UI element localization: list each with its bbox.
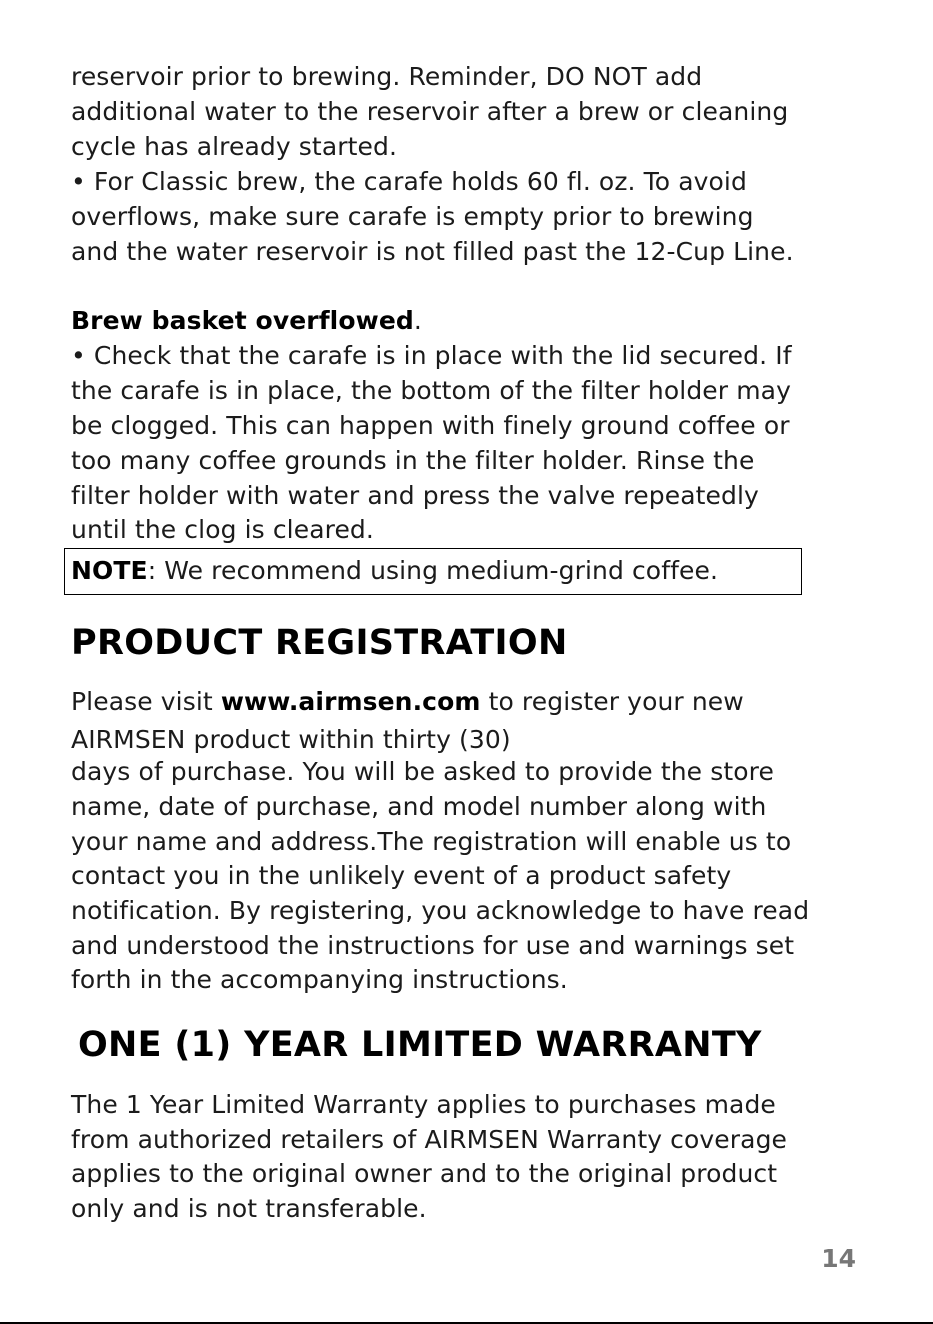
overflow-line: until the clog is cleared. (71, 515, 374, 544)
note-line (71, 556, 718, 586)
registration-line: forth in the accompanying instructions. (71, 965, 568, 994)
overflow-title-suffix: . (413, 306, 422, 335)
registration-line: notification. By registering, you acknowledge to have read (71, 896, 810, 925)
registration-url-link[interactable]: www.airmsen.com (220, 687, 481, 716)
warranty-line: only and is not transferable. (71, 1194, 427, 1223)
intro-line: reservoir prior to brewing. Reminder, DO NOT add (71, 62, 703, 91)
overflow-title-line (71, 306, 422, 336)
registration-visit-prefix: Please visit (71, 687, 221, 716)
registration-line: and understood the instructions for use and warnings set (71, 931, 795, 960)
overflow-line: too many coffee grounds in the filter holder. Rinse the (71, 446, 755, 475)
overflow-line: the carafe is in place, the bottom of the filter holder may (71, 376, 791, 405)
page-number: 14 (821, 1244, 856, 1273)
note-text: : We recommend using medium-grind coffee. (147, 556, 719, 585)
warranty-line: applies to the original owner and to the original product (71, 1159, 778, 1188)
registration-visit-suffix: to register your new (480, 687, 744, 716)
intro-line: • For Classic brew, the carafe holds 60 fl. oz. To avoid (71, 167, 747, 196)
warranty-line: from authorized retailers of AIRMSEN Warranty coverage (71, 1125, 788, 1154)
overflow-line: filter holder with water and press the valve repeatedly (71, 481, 759, 510)
intro-line: and the water reservoir is not filled past the 12-Cup Line. (71, 237, 794, 266)
registration-line: contact you in the unlikely event of a product safety (71, 861, 732, 890)
warranty-line: The 1 Year Limited Warranty applies to purchases made (71, 1090, 776, 1119)
intro-line: cycle has already started. (71, 132, 398, 161)
overflow-line: be clogged. This can happen with finely ground coffee or (71, 411, 790, 440)
note-label: NOTE (71, 556, 148, 585)
intro-line: additional water to the reservoir after a brew or cleaning (71, 97, 789, 126)
registration-line: AIRMSEN product within thirty (30) (71, 725, 511, 754)
registration-visit-line (71, 687, 744, 717)
overflow-title: Brew basket overflowed (71, 306, 414, 335)
registration-heading: PRODUCT REGISTRATION (71, 623, 568, 663)
intro-line: overflows, make sure carafe is empty prior to brewing (71, 202, 754, 231)
registration-line: your name and address.The registration will enable us to (71, 827, 792, 856)
overflow-line: • Check that the carafe is in place with the lid secured. If (71, 341, 792, 370)
warranty-heading: ONE (1) YEAR LIMITED WARRANTY (78, 1025, 762, 1065)
registration-line: days of purchase. You will be asked to provide the store (71, 757, 774, 786)
registration-line: name, date of purchase, and model number along with (71, 792, 767, 821)
